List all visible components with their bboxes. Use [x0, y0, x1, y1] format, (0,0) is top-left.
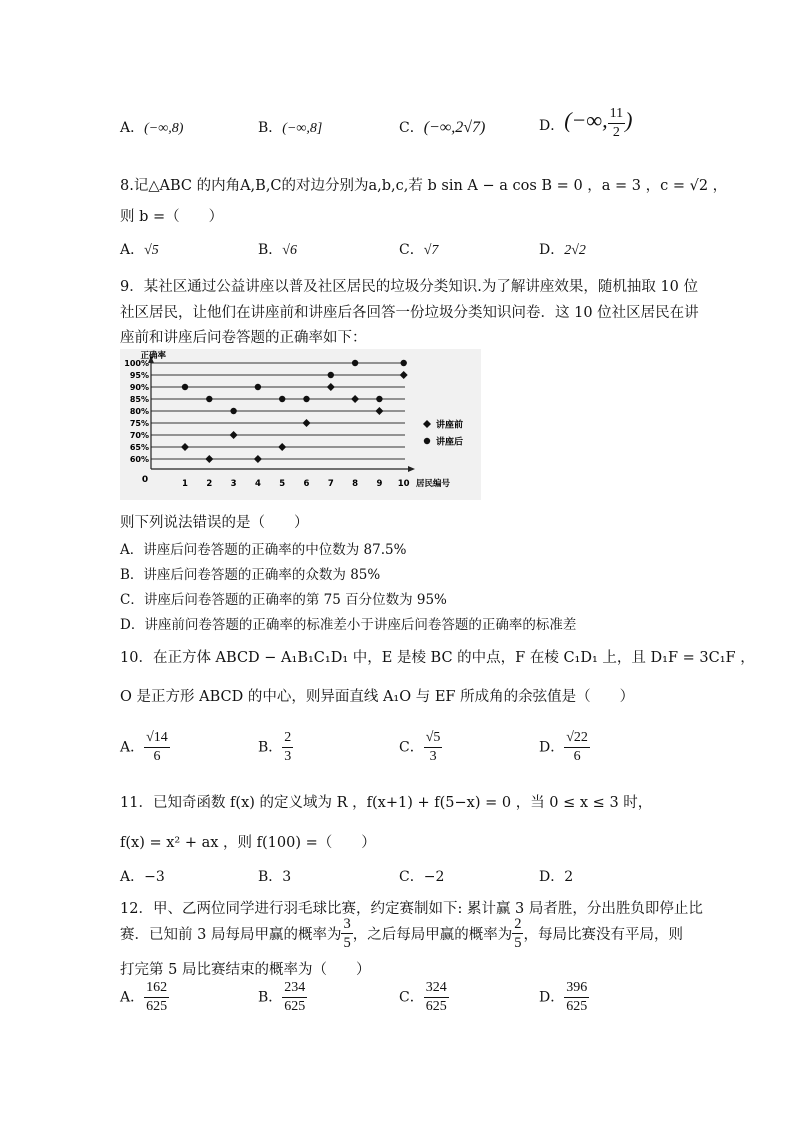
q8-stem-line2: 则 b =（ ） — [120, 209, 224, 225]
y-tick-label: 65% — [129, 443, 149, 452]
y-axis-title: 正确率 — [140, 351, 166, 361]
x-tick-label: 9 — [376, 479, 383, 489]
legend-label: 讲座后 — [436, 437, 464, 448]
q7-option-c: C．(−∞,2√7) — [399, 119, 486, 136]
x-tick-label: 7 — [327, 479, 334, 489]
q12-stem-line1: 12．甲、乙两位同学进行羽毛球比赛，约定赛制如下: 累计赢 3 局者胜，分出胜负即停止比 — [120, 901, 703, 917]
q7-option-d: D．(−∞, $\frac{11}{2}$ ) — [539, 106, 633, 140]
q9-option-a: A．讲座后问卷答题的正确率的中位数为 87.5% — [120, 542, 407, 558]
y-tick-label: 80% — [129, 407, 149, 416]
q11-option-d: D．2 — [539, 869, 574, 885]
q8-option-a: A．√5 — [120, 242, 159, 258]
x-tick-label: 5 — [279, 479, 286, 489]
q9-option-c: C．讲座后问卷答题的正确率的第 75 百分位数为 95% — [120, 592, 447, 608]
q9-question: 则下列说法错误的是（ ） — [120, 515, 309, 531]
after-lecture-point — [279, 396, 285, 402]
after-lecture-point — [352, 360, 358, 366]
q12-option-a: A． $\frac{162}{625}$ — [120, 980, 168, 1014]
x-tick-label: 6 — [303, 479, 310, 489]
q7-option-b: B．(−∞,8] — [258, 120, 323, 136]
q12-option-c: C． $\frac{324}{625}$ — [399, 980, 447, 1014]
legend-label: 讲座前 — [436, 420, 464, 431]
q12-option-b: B． $\frac{234}{625}$ — [258, 980, 306, 1014]
q12-option-d: D． $\frac{396}{625}$ — [539, 980, 588, 1014]
y-tick-label: 95% — [129, 371, 149, 380]
y-tick-label: 60% — [129, 455, 149, 464]
x-tick-label: 3 — [230, 479, 237, 489]
q9-stem-line3: 座前和讲座后问卷答题的正确率如下： — [120, 330, 367, 346]
q10-option-a: A． $\frac{√14}{6}$ — [120, 730, 168, 764]
q9-option-d: D．讲座前问卷答题的正确率的标准差小于讲座后问卷答题的正确率的标准差 — [120, 617, 577, 633]
origin-label: 0 — [141, 475, 149, 485]
q11-option-a: A．−3 — [120, 869, 165, 885]
q12-stem-line2: 赛．已知前 3 局每局甲赢的概率为 $\frac{3}{5}$ ，之后每局甲赢的概率为 $\frac{2}{5}$ ，每局比赛没有平局，则 — [120, 916, 683, 951]
after-lecture-point — [376, 396, 382, 402]
after-lecture-point — [328, 372, 334, 378]
after-lecture-point — [206, 396, 212, 402]
y-tick-label: 70% — [129, 431, 149, 440]
x-tick-label: 8 — [352, 479, 359, 489]
q9-stem-line1: 9．某社区通过公益讲座以普及社区居民的垃圾分类知识.为了解讲座效果，随机抽取 10 位 — [120, 279, 698, 295]
q8-option-d: D．2√2 — [539, 242, 586, 258]
after-lecture-point — [182, 384, 188, 390]
q10-stem-line1: 10．在正方体 ABCD − A₁B₁C₁D₁ 中，E 是棱 BC 的中点，F 在棱 C₁D₁ 上，且 D₁F = 3C₁F ， — [120, 650, 755, 666]
y-tick-label: 100% — [124, 359, 149, 368]
x-tick-label: 4 — [254, 479, 261, 489]
y-tick-label: 90% — [129, 383, 149, 392]
q10-option-b: B． $\frac{2}{3}$ — [258, 730, 292, 764]
q9-stem-line2: 社区居民，让他们在讲座前和讲座后各回答一份垃圾分类知识问卷．这 10 位社区居民在讲 — [120, 305, 699, 321]
q11-option-b: B．3 — [258, 869, 292, 885]
x-tick-label: 10 — [397, 479, 410, 489]
q9-option-b: B．讲座后问卷答题的正确率的众数为 85% — [120, 567, 381, 583]
q10-option-d: D． $\frac{√22}{6}$ — [539, 730, 588, 764]
y-tick-label: 75% — [129, 419, 149, 428]
x-tick-label: 2 — [206, 479, 213, 489]
q11-option-c: C．−2 — [399, 869, 445, 885]
x-tick-label: 1 — [182, 479, 188, 489]
accuracy-chart — [120, 349, 481, 500]
y-tick-label: 85% — [129, 395, 149, 404]
q8-option-b: B．√6 — [258, 242, 297, 258]
q12-stem-line3: 打完第 5 局比赛结束的概率为（ ） — [120, 962, 371, 978]
after-lecture-point — [401, 360, 407, 366]
x-axis-title: 居民编号 — [416, 479, 451, 489]
after-lecture-point — [255, 384, 261, 390]
q11-stem-line1: 11．已知奇函数 f(x) 的定义域为 R ，f(x+1) + f(5−x) = 0 ，当 0 ≤ x ≤ 3 时， — [120, 795, 653, 811]
after-lecture-point — [303, 396, 309, 402]
q11-stem-line2: f(x) = x² + ax ，则 f(100) =（ ） — [120, 835, 376, 851]
after-lecture-point — [230, 408, 236, 414]
q7-option-a: A．(−∞,8) — [120, 120, 184, 136]
q10-option-c: C． $\frac{√5}{3}$ — [399, 730, 441, 764]
q8-option-c: C．√7 — [399, 242, 439, 258]
q10-stem-line2: O 是正方形 ABCD 的中心，则异面直线 A₁O 与 EF 所成角的余弦值是（ ） — [120, 689, 635, 705]
legend-circle-marker — [424, 438, 430, 444]
q8-stem-line1: 8.记△ABC 的内角A,B,C的对边分别为a,b,c,若 b sin A − a cos B = 0 ，a = 3 ，c = √2 ， — [120, 178, 728, 194]
